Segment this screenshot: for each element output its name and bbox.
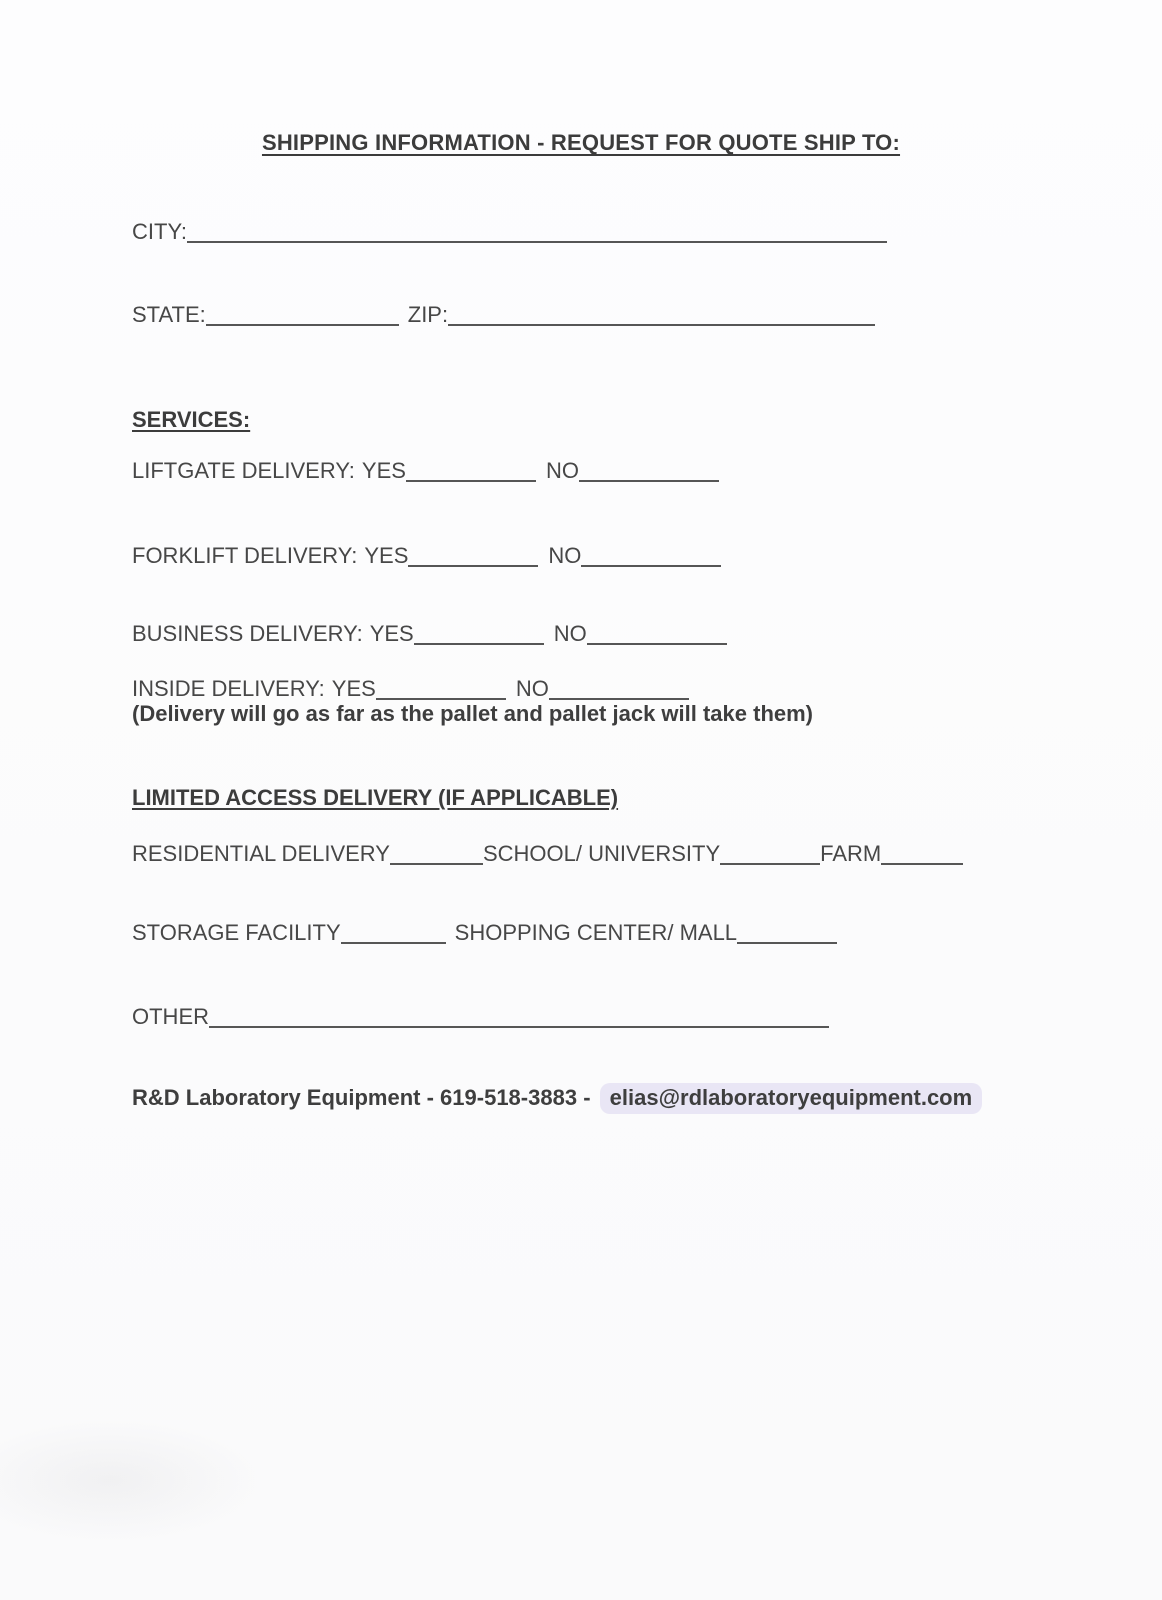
shopping-center-label: SHOPPING CENTER/ MALL [454,920,738,945]
liftgate-yes-blank[interactable] [406,480,536,482]
state-label: STATE: [132,302,206,327]
phone-number: 619-518-3883 [440,1085,578,1110]
business-yes-blank[interactable] [414,643,544,645]
liftgate-yes-label: YES [361,458,406,483]
business-label: BUSINESS DELIVERY: [132,621,363,646]
email-link[interactable]: elias@rdlaboratoryequipment.com [600,1083,983,1114]
forklift-no-label: NO [548,543,582,568]
form-title: SHIPPING INFORMATION - REQUEST FOR QUOTE SHIP TO: [261,130,901,155]
inside-label: INSIDE DELIVERY: [132,676,325,701]
storage-facility-label: STORAGE FACILITY [132,920,341,945]
other-label: OTHER [132,1004,209,1029]
inside-no-blank[interactable] [549,698,689,700]
limited-access-row-2 [132,920,837,946]
footer-line [132,1083,982,1114]
other-row [132,1004,829,1030]
city-label: CITY: [132,219,188,244]
inside-delivery-note: (Delivery will go as far as the pallet and pallet jack will take them) [132,701,814,726]
state-zip-row [132,302,875,328]
limited-access-heading: LIMITED ACCESS DELIVERY (IF APPLICABLE) [132,785,619,810]
business-no-label: NO [553,621,587,646]
service-row-business [132,621,727,647]
forklift-yes-blank[interactable] [408,565,538,567]
farm-label: FARM [820,841,882,866]
service-row-forklift [132,543,721,569]
company-name: R&D Laboratory Equipment [132,1085,421,1110]
inside-yes-label: YES [331,676,376,701]
school-blank-line[interactable] [720,863,820,865]
forklift-no-blank[interactable] [581,565,721,567]
limited-access-row-1 [132,841,963,867]
school-university-label: SCHOOL/ UNIVERSITY [482,841,721,866]
city-row [132,219,887,245]
other-blank-line[interactable] [209,1026,829,1028]
farm-blank-line[interactable] [881,863,963,865]
inside-no-label: NO [515,676,549,701]
shopping-blank-line[interactable] [737,942,837,944]
footer-separator: - [426,1085,434,1110]
city-blank-line[interactable] [187,241,887,243]
footer-separator: - [583,1085,591,1110]
business-yes-label: YES [369,621,414,646]
forklift-label: FORKLIFT DELIVERY: [132,543,358,568]
liftgate-no-label: NO [545,458,579,483]
zip-blank-line[interactable] [448,324,875,326]
business-no-blank[interactable] [587,643,727,645]
service-row-liftgate [132,458,719,484]
services-heading: SERVICES: [132,407,251,432]
liftgate-label: LIFTGATE DELIVERY: [132,458,355,483]
residential-blank-line[interactable] [390,863,483,865]
forklift-yes-label: YES [364,543,409,568]
residential-delivery-label: RESIDENTIAL DELIVERY [132,841,390,866]
liftgate-no-blank[interactable] [579,480,719,482]
zip-label: ZIP: [407,302,449,327]
storage-blank-line[interactable] [341,942,446,944]
service-row-inside [132,676,689,702]
inside-yes-blank[interactable] [376,698,506,700]
state-blank-line[interactable] [206,324,399,326]
